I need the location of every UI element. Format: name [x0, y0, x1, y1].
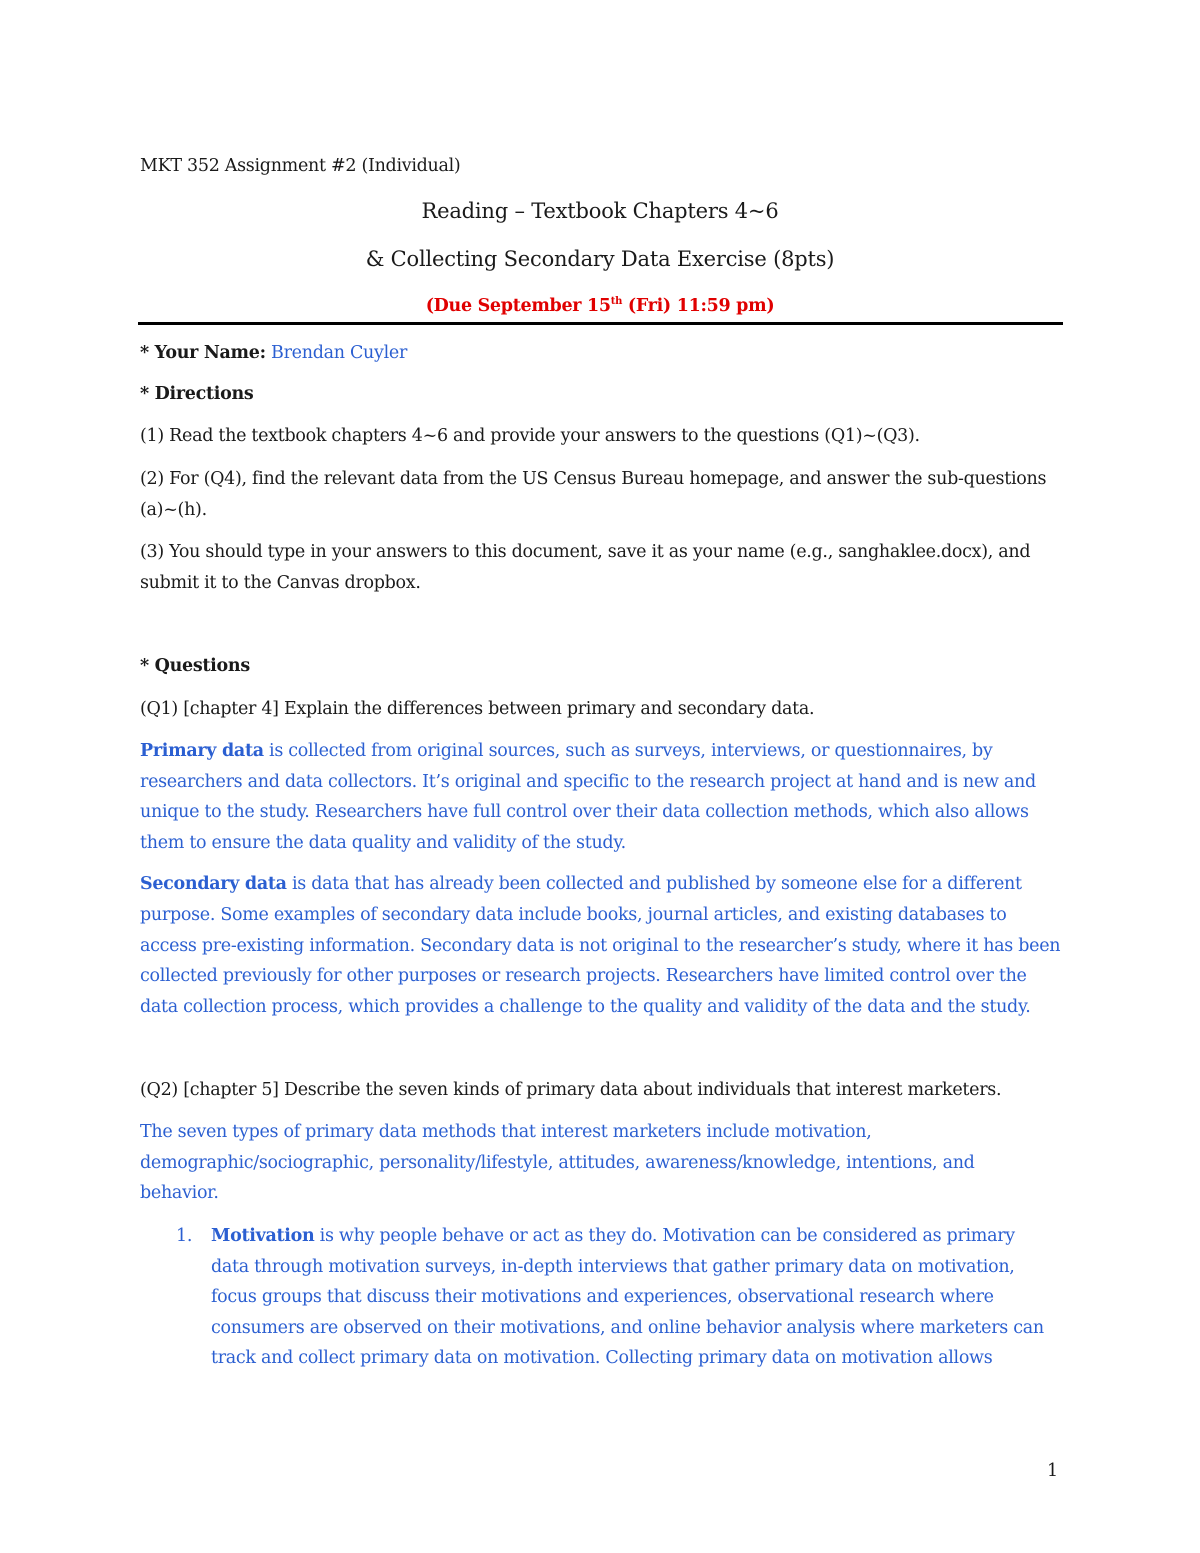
directions-item-1: (1) Read the textbook chapters 4~6 and provide your answers to the questions (Q1)~(Q3). — [140, 426, 920, 446]
q1-p1-line-1-text: is collected from original sources, such as surveys, interviews, or questionnaires, by — [263, 741, 993, 761]
name-label: * Your Name: — [140, 343, 266, 363]
list-item-1-line-5: track and collect primary data on motivation. Collecting primary data on motivation allows — [211, 1348, 993, 1368]
directions-item-3-line-1: (3) You should type in your answers to this document, save it as your name (e.g., sanghaklee.docx), and — [140, 542, 1031, 562]
directions-item-2-line-2: (a)~(h). — [140, 500, 207, 520]
list-item-1-line-2: data through motivation surveys, in-depth interviews that gather primary data on motivation, — [211, 1257, 1015, 1277]
secondary-data-term: Secondary data — [140, 874, 287, 894]
due-date-suffix: (Fri) 11:59 pm) — [622, 296, 775, 316]
q1-p2-line-2: purpose. Some examples of secondary data include books, journal articles, and existing databases to — [140, 905, 1007, 925]
q2-intro-line-1: The seven types of primary data methods that interest marketers include motivation, — [140, 1122, 872, 1142]
q1-p1-line-4: them to ensure the data quality and validity of the study. — [140, 833, 626, 853]
course-line: MKT 352 Assignment #2 (Individual) — [140, 156, 461, 176]
questions-heading: * Questions — [140, 656, 250, 676]
q1-p2-line-1-text: is data that has already been collected and published by someone else for a different — [286, 874, 1022, 894]
list-item-1-line-1-text: is why people behave or act as they do. Motivation can be considered as primary — [314, 1226, 1015, 1246]
primary-data-term: Primary data — [140, 741, 264, 761]
due-date — [0, 296, 1200, 316]
list-item-1-number: 1. — [176, 1226, 193, 1246]
name-row — [140, 343, 407, 363]
q1-prompt: (Q1) [chapter 4] Explain the differences between primary and secondary data. — [140, 699, 815, 719]
page-number: 1 — [1047, 1461, 1058, 1481]
q1-p1-line-1 — [140, 741, 993, 761]
title-line-2: & Collecting Secondary Data Exercise (8pts) — [365, 247, 835, 271]
directions-item-2-line-1: (2) For (Q4), find the relevant data from the US Census Bureau homepage, and answer the sub-questions — [140, 469, 1047, 489]
list-item-1-line-3: focus groups that discuss their motivations and experiences, observational research where — [211, 1287, 994, 1307]
q1-p1-line-2: researchers and data collectors. It’s original and specific to the research project at hand and is new and — [140, 772, 1036, 792]
q2-intro-line-2: demographic/sociographic, personality/lifestyle, attitudes, awareness/knowledge, intentions, and — [140, 1153, 975, 1173]
title-line-1: Reading – Textbook Chapters 4~6 — [421, 199, 779, 223]
header-divider — [138, 322, 1063, 325]
list-item-1-line-4: consumers are observed on their motivations, and online behavior analysis where marketers can — [211, 1318, 1044, 1338]
list-item-1-line-1 — [211, 1226, 1015, 1246]
q2-prompt: (Q2) [chapter 5] Describe the seven kinds of primary data about individuals that interest marketers. — [140, 1080, 1002, 1100]
q2-intro-line-3: behavior. — [140, 1183, 219, 1203]
directions-heading: * Directions — [140, 384, 254, 404]
q1-p1-line-3: unique to the study. Researchers have full control over their data collection methods, which also allows — [140, 802, 1029, 822]
q1-p2-line-3: access pre-existing information. Secondary data is not original to the researcher’s study, where it has been — [140, 936, 1061, 956]
q1-p2-line-4: collected previously for other purposes or research projects. Researchers have limited control over the — [140, 966, 1027, 986]
q1-p2-line-1 — [140, 874, 1022, 894]
motivation-term: Motivation — [211, 1226, 315, 1246]
due-date-sup: th — [610, 296, 623, 308]
q1-p2-line-5: data collection process, which provides a challenge to the quality and validity of the data and the study. — [140, 997, 1031, 1017]
due-date-prefix: (Due September 15 — [425, 296, 611, 316]
directions-item-3-line-2: submit it to the Canvas dropbox. — [140, 573, 421, 593]
name-value: Brendan Cuyler — [271, 343, 408, 363]
